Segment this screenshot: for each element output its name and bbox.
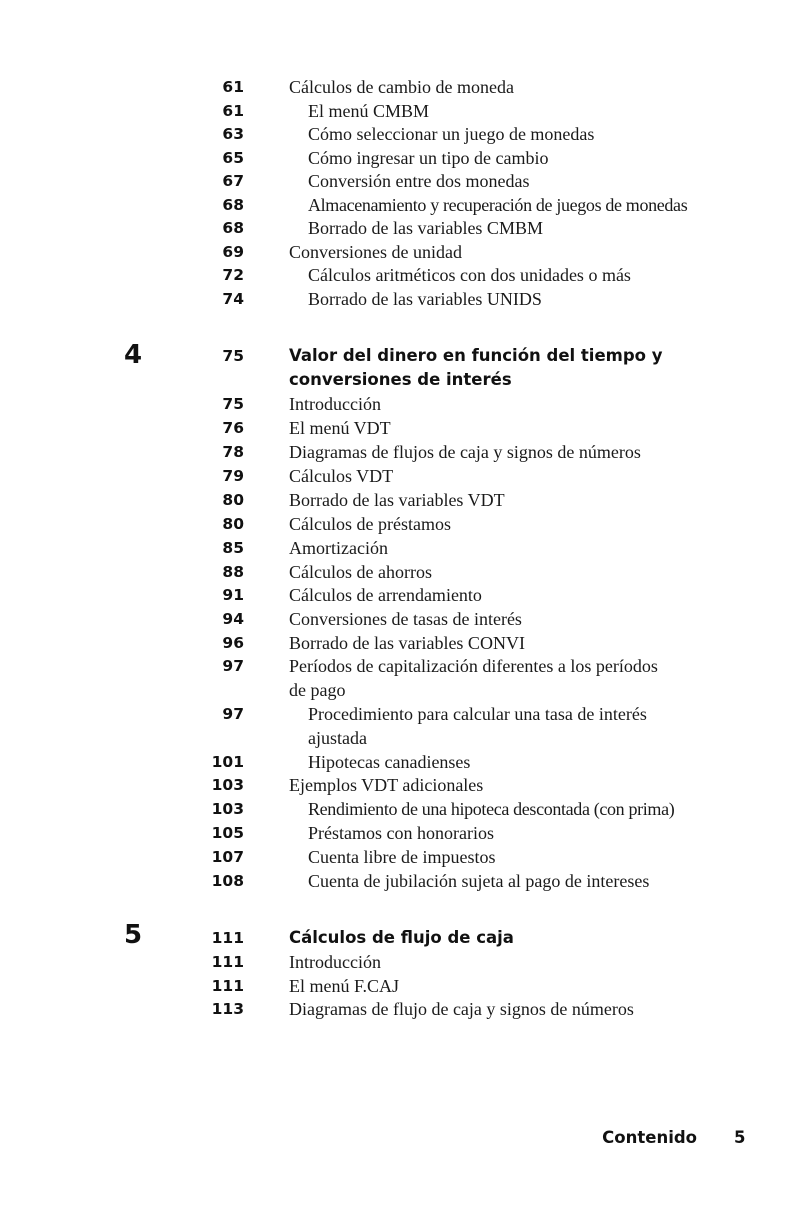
entry-title: Borrado de las variables UNIDS [308,289,542,309]
entry-title: Conversión entre dos monedas [308,171,530,191]
toc-entry [0,583,794,607]
page-number: 75 [222,347,244,365]
toc-chapter-heading [0,340,794,370]
toc-entry [0,702,794,726]
toc-chapter-heading [0,926,794,950]
entry-title: Borrado de las variables VDT [289,490,505,510]
toc-entry [0,440,794,464]
entry-title: Cálculos de arrendamiento [289,585,482,605]
toc-entry [0,773,794,797]
chapter-number: 4 [124,340,143,370]
entry-title: Conversiones de tasas de interés [289,609,522,629]
page-number: 80 [222,515,244,533]
toc-entry [0,536,794,560]
toc-entry [0,240,794,264]
toc-entry [0,607,794,631]
page-number: 105 [211,824,244,842]
page-number: 78 [222,443,244,461]
toc-entry [0,560,794,584]
toc-entry [0,122,794,146]
entry-title: Cuenta de jubilación sujeta al pago de intereses [308,871,650,891]
toc-entry [0,869,794,893]
entry-title: El menú CMBM [308,101,430,121]
toc-entry [0,654,794,678]
toc-entry [0,512,794,536]
entry-title: Rendimiento de una hipoteca descontada (con prima) [308,799,675,819]
entry-title: Préstamos con honorarios [308,823,494,843]
entry-title: Diagramas de flujo de caja y signos de números [289,999,634,1019]
toc-entry [0,750,794,774]
toc-entry [0,193,794,217]
entry-title: Cómo ingresar un tipo de cambio [308,148,549,168]
entry-title: Diagramas de flujos de caja y signos de números [289,442,641,462]
entry-title: Conversiones de unidad [289,242,462,262]
toc-entry [0,997,794,1021]
page-number: 67 [222,172,244,190]
page-number: 94 [222,610,244,628]
entry-title: Borrado de las variables CMBM [308,218,543,238]
toc-entry [0,99,794,123]
toc-entry-cont [0,678,794,702]
toc-entry [0,631,794,655]
entry-title-cont: de pago [289,680,346,700]
page-number: 111 [211,977,244,995]
entry-title: Hipotecas canadienses [308,752,471,772]
page-number: 108 [211,872,244,890]
entry-title: Almacenamiento y recuperación de juegos de monedas [308,195,688,215]
toc-entry [0,797,794,821]
toc-entry [0,146,794,170]
page-number: 75 [222,395,244,413]
page-number: 91 [222,586,244,604]
entry-title: Cálculos VDT [289,466,394,486]
entry-title: Borrado de las variables CONVI [289,633,525,653]
toc-entry [0,464,794,488]
entry-title: Cálculos aritméticos con dos unidades o más [308,265,631,285]
entry-title: El menú F.CAJ [289,976,400,996]
page-number: 61 [222,102,244,120]
entry-title: Introducción [289,394,381,414]
entry-title: Períodos de capitalización diferentes a los períodos [289,656,658,676]
page-number: 97 [222,657,244,675]
toc-entry [0,845,794,869]
entry-title: Ejemplos VDT adicionales [289,775,484,795]
page-number: 103 [211,776,244,794]
chapter-title: Valor del dinero en función del tiempo y [289,346,663,365]
toc-entry [0,974,794,998]
page-number: 80 [222,491,244,509]
page-number: 111 [211,929,244,947]
page-number: 96 [222,634,244,652]
page-number: 65 [222,149,244,167]
page-number: 101 [211,753,244,771]
chapter-title: Cálculos de flujo de caja [289,928,514,947]
page-number: 63 [222,125,244,143]
page-number: 69 [222,243,244,261]
page-number: 61 [222,78,244,96]
page-number: 76 [222,419,244,437]
entry-title: Cálculos de ahorros [289,562,432,582]
page-footer [0,1126,794,1150]
entry-title: Amortización [289,538,388,558]
toc-entry-cont [0,726,794,750]
toc-entry [0,169,794,193]
page-number: 111 [211,953,244,971]
page-number: 79 [222,467,244,485]
page-number: 97 [222,705,244,723]
toc-entry [0,263,794,287]
page-number: 74 [222,290,244,308]
entry-title: Cálculos de préstamos [289,514,451,534]
toc-entry [0,488,794,512]
page-number: 72 [222,266,244,284]
entry-title: Cómo seleccionar un juego de monedas [308,124,595,144]
toc-entry [0,287,794,311]
toc-entry [0,416,794,440]
page-number: 85 [222,539,244,557]
entry-title-cont: ajustada [308,728,367,748]
page-number: 107 [211,848,244,866]
entry-title: El menú VDT [289,418,391,438]
page-number: 68 [222,196,244,214]
entry-title: Cálculos de cambio de moneda [289,77,514,97]
toc-entry [0,950,794,974]
page-number: 68 [222,219,244,237]
page-number: 113 [211,1000,244,1018]
toc-entry [0,75,794,99]
footer-section-label: Contenido [602,1128,697,1147]
entry-title: Introducción [289,952,381,972]
toc-entry [0,216,794,240]
chapter-number: 5 [124,920,143,950]
chapter-title-cont: conversiones de interés [289,370,512,389]
toc-chapter-heading-cont [0,368,794,392]
toc-entry [0,392,794,416]
page-number: 103 [211,800,244,818]
toc-entry [0,821,794,845]
entry-title: Procedimiento para calcular una tasa de interés [308,704,647,724]
page-number: 88 [222,563,244,581]
footer-page-number: 5 [734,1128,746,1147]
entry-title: Cuenta libre de impuestos [308,847,496,867]
